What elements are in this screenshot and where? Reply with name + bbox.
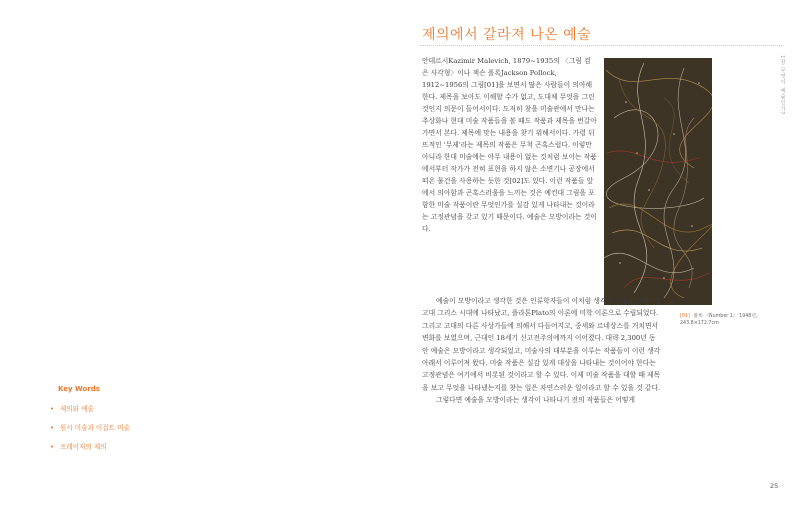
- keywords-list: [50, 400, 130, 457]
- figure-caption-text: 폴록 〈Number 1〉 1948년, 243.8×172.7cm: [680, 314, 758, 326]
- keywords-heading: Key Words: [58, 385, 100, 393]
- narrow-text-block: [422, 55, 597, 235]
- painting-texture: [604, 58, 712, 305]
- title-rule: [420, 45, 782, 46]
- keyword-item: • 원시 미술과 이집트 미술: [50, 419, 130, 438]
- figure-number: [01]: [680, 314, 690, 319]
- body-paragraph: 안데르시Kazimir Malevich, 1879~1935의 〈그림 검은 사각형〉이나 잭슨 폴록Jackson Pollock, 1912~1956의 그림[01]을 보면서 많은 사람들이 의아해 한다. 제목을 보아도 이해할 수가 없고, 도대체 무엇을 그린 것인지 의문이 들어서이다. 도저히 찾을 미술관에서 만나는 추상화나 현대 미술 작품들을 볼 때도 작품과 제목을 번갈아 가면서 본다. 제목에 맞는 내용을 찾기 위해서이다. 가령 뒤뜨적인 '무제'라는 제목의 작품은 무척 곤혹스럽다. 이렇만 아니라 한대 미술에는 아무 내용이 없는 것처럼 보이는 작품에서부터 작가가 전혀 표현을 하지 않은 소변기나 공장에서 떠온 물건을 사용하는 듯한 것[02]도 있다. 이런 작품들 앞에서 의아함과 곤혹스러움을 느끼는 것은 예컨대 그림을 포함한 미술 작품이란 무엇인가를 실감 있게 나타내는 것이라는 고정관념을 갖고 있기 때문이다. 예술은 모방이라는 것이다.: [422, 57, 597, 233]
- page-title: 제의에서 갈라져 나온 예술: [422, 27, 592, 43]
- keyword-item: • 제의와 예술: [50, 400, 130, 419]
- chapter-side-label: 1장 무엇이 예술인가?: [779, 55, 785, 115]
- keyword-item: • 프레이저의 제의: [50, 438, 130, 457]
- body-paragraph: 예술이 모방이라고 생각한 것은 인류학자들이 이처럼 생각은 기원전 5세기경 고대 그리스 시대에 나타났고, 플라톤Plato의 이론에 미학 이론으로 수립되었다. 그리고 고대의 다른 사상가들에 의해서 다듬어지고, 중세와 르네상스를 거치면서 변화를 보였으며, 근대인 18세기 신고전주의에까지 이어졌다. 대략 2,300년 동안 예술은 모방이라고 생각되었고, 미술사의 대부분을 이루는 작품들이 이런 생각 아래서 이루어져 왔다. 미술 작품은 실감 있게 대상을 나타내는 것이어야 한다는 고정관념은 여기에서 비롯된 것이라고 할 수 있다. 이제 미술 작품을 대할 때 제목을 보고 무엇을 나타냈는지를 찾는 일은 자연스러운 일이라고 할 수 있을 것 같다.: [422, 297, 662, 392]
- wide-text-block: [422, 295, 662, 407]
- figure-caption: [680, 313, 780, 327]
- page-number: 25: [770, 482, 779, 490]
- body-paragraph: 그렇다면 예술을 모방이라는 생각이 나타나기 전의 작품들은 어떻게: [436, 396, 635, 405]
- pollock-painting-image: [604, 58, 712, 305]
